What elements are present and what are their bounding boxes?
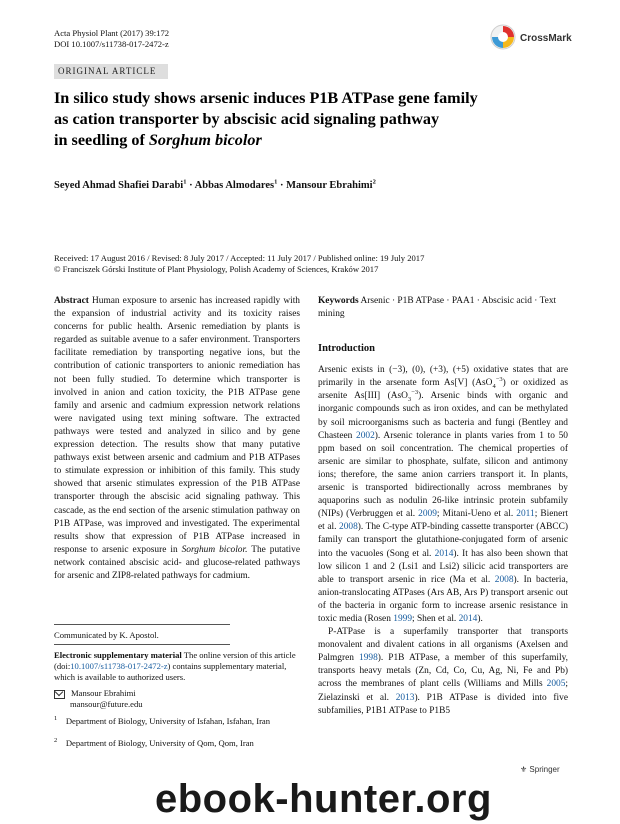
citation-link[interactable]: 2009 — [418, 509, 437, 520]
text-run: ). It has also been shown that low silicon 1 and 2 (Lsi1 and Lsi2) silicic acid transporters are able to transport arsenic in rice (Ma et al. — [318, 548, 568, 585]
species-name: Sorghum bicolor — [148, 131, 262, 149]
text-run: ). P1B ATPase, a member of this superfamily, transports heavy metals (Zn, Cd, Co, Cu, Ag, Ni, Fe and Pb) across the membranes of plant cells (Williams and Mills — [318, 653, 568, 690]
journal-line: Acta Physiol Plant (2017) 39:172 — [54, 28, 170, 38]
copyright-line: © Franciszek Górski Institute of Plant Physiology, Polish Academy of Sciences, Kraków 2017 — [54, 264, 379, 274]
right-column — [318, 295, 568, 718]
citation-link[interactable]: 2014 — [434, 548, 454, 559]
dates-line: Received: 17 August 2016 / Revised: 8 July 2017 / Accepted: 11 July 2017 / Published online: 19 July 2017 — [54, 253, 425, 263]
author-name[interactable]: Mansour Ebrahimi — [286, 180, 373, 191]
corresponding-author — [54, 688, 300, 710]
citation-link[interactable]: 2014 — [458, 613, 478, 624]
affiliation-text: Department of Biology, University of Qom, Qom, Iran — [65, 738, 254, 748]
superscript: −3 — [411, 389, 419, 397]
crossmark-icon — [490, 24, 516, 50]
crossmark-badge[interactable] — [490, 24, 590, 54]
affiliation — [54, 738, 300, 749]
subscript: 4 — [492, 383, 496, 391]
citation-link[interactable]: 2002 — [356, 430, 375, 441]
abstract — [54, 295, 300, 583]
section-heading: Introduction — [318, 343, 375, 355]
doi-link[interactable]: 10.1007/s11738-017-2472-z — [70, 661, 168, 671]
footnote-divider — [54, 644, 230, 645]
title-line: as cation transporter by abscisic acid signaling pathway — [54, 110, 440, 128]
citation-link[interactable]: 2013 — [395, 692, 415, 703]
citation-link[interactable]: 2005 — [546, 679, 566, 690]
footnote-divider — [54, 624, 230, 625]
author-name[interactable]: Seyed Ahmad Shafiei Darabi — [54, 180, 184, 191]
abstract-heading: Abstract — [54, 296, 89, 306]
text-run: ) or oxidized as arsenite As[III] (AsO — [318, 378, 568, 402]
affiliation — [54, 716, 300, 727]
author-list — [54, 180, 584, 191]
text-run: ). — [477, 613, 483, 624]
communicated-by: Communicated by K. Apostol. — [54, 630, 159, 640]
paragraph — [318, 364, 568, 626]
supplementary-note — [54, 650, 300, 683]
subscript: 3 — [407, 396, 412, 404]
title-text: in seedling of — [54, 131, 149, 149]
citation-link[interactable]: 2008 — [494, 574, 514, 585]
publisher-name: Springer — [529, 765, 560, 774]
paper-title — [54, 88, 574, 151]
text-run: P-ATPase is a superfamily transporter that transports monovalent and divalent cations in all organisms (Axelsen and Palmgren — [318, 627, 568, 664]
envelope-icon — [54, 690, 65, 699]
paragraph — [318, 626, 568, 718]
text-run: ). In bacteria, anion-translocating ATPases (Ars AB, Ars P) transport arsenic out of the bacteria in organic form to increase arsenic resistance in toxic media (Rosen — [318, 574, 568, 624]
citation-link[interactable]: 1998 — [359, 653, 378, 664]
keywords — [318, 295, 568, 321]
title-line: In silico study shows arsenic induces P1B ATPase gene family — [54, 89, 478, 107]
doi-line: DOI 10.1007/s11738-017-2472-z — [54, 39, 169, 49]
text-run: ). The C-type ATP-binding cassette transporter (ABCC) family can transport the glutathione-conjugated form of arsenic into the vacuoles (Song et al. — [318, 522, 568, 559]
title-line — [54, 130, 574, 151]
abstract-text: The putative network contained abscisic acid- and glucose-related pathways for arsenic and ZIP8-related pathways for cadmium. — [54, 544, 300, 581]
superscript: −3 — [495, 376, 503, 384]
text-run: The online version of this article (doi: — [54, 650, 296, 671]
species-name: Sorghum bicolor. — [181, 544, 248, 555]
affiliation-text: Department of Biology, University of Isfahan, Isfahan, Iran — [65, 716, 271, 726]
corresponding-name: Mansour Ebrahimi — [71, 688, 136, 698]
text-run: ; Zielazinski et al. — [318, 679, 568, 703]
affiliation-marker: 2 — [372, 178, 376, 186]
affiliation-number: 2 — [54, 737, 58, 745]
affiliation-marker: 1 — [183, 178, 187, 186]
abstract-text: Human exposure to arsenic has increased rapidly with the expansion of industrial activity and its toxicity raises concerns for public health. Arsenic remediation by plants is regarded as suitable avenue to a safer environment. Transporters facilitate remediation by transporting negative ions, but the contribution of cationic transporters to anionic remediation has not been fully studied. To determine which transporter is involved in anion and cation toxicity, the P1B ATPase gene family and arsenic and cadmium expression network relations were navigated using text mining software. The extracted pathways were tested and analyzed in silico and by gene expression detection. The results show that many putative pathways exist between arsenic and cadmium and P1B ATPases to stimulate expression or inhibition of this family. This study showed that arsenic stimulates expression of the P1B ATPase transporter through the abscisic acid signaling pathway. This cascade, as the end section of the arsenic stimulation pathway on P1B ATPase, was improved and investigated. The experimental results show that expression of P1B ATPase increased in response to arsenic exposure in — [54, 296, 300, 555]
citation-link[interactable]: 2011 — [516, 509, 535, 520]
esm-heading: Electronic supplementary material — [54, 650, 182, 660]
author-separator: · — [277, 180, 287, 191]
keywords-heading: Keywords — [318, 296, 359, 306]
journal-citation — [54, 28, 314, 50]
publisher-logo: ⚜ Springer — [520, 765, 560, 774]
text-run: ). Arsenic binds with organic and inorganic compounds such as iron oxides, and can be methylated by soil microorganisms such as bacteria and fungi (Bentley and Chasteen — [318, 391, 568, 441]
text-run: Arsenic exists in (−3), (0), (+3), (+5) oxidative states that are primarily in the arsenate form As[V] (AsO — [318, 365, 568, 389]
citation-link[interactable]: 2008 — [339, 522, 358, 533]
text-run: ; Shen et al. — [412, 613, 459, 624]
publication-history — [54, 253, 594, 275]
keywords-text: Arsenic · P1B ATPase · PAA1 · Abscisic acid · Text mining — [318, 296, 557, 320]
text-run: ). Arsenic tolerance in plants varies from 1 to 50 ppm based on soil concentration. The chemical properties of arsenic are similar to phosphate, sulfate, silicon and antimony ions; therefore, the same anion carriers transport it. In plants, arsenic is transported bidirectionally across membranes by aquaporins such as nodulin 26-like intrinsic protein subfamily (NIPs) (Verbruggen et al. — [318, 430, 568, 520]
article-type-label: ORIGINAL ARTICLE — [54, 64, 168, 79]
affiliation-marker: 1 — [274, 178, 278, 186]
watermark: ebook-hunter.org — [155, 777, 492, 821]
text-run: ). P1B ATPase is divided into five subfamilies, P1B1 ATPase to P1B5 — [318, 692, 569, 716]
text-run: ; Bienert et al. — [318, 509, 568, 533]
author-separator: · — [186, 180, 195, 191]
citation-link[interactable]: 1999 — [393, 613, 412, 624]
affiliation-number: 1 — [54, 715, 58, 723]
text-run: ; Mitani-Ueno et al. — [436, 509, 517, 520]
crossmark-label: CrossMark — [520, 33, 572, 44]
author-name[interactable]: Abbas Almodares — [194, 180, 275, 191]
text-run: ) contains supplementary material, which is available to authorized users. — [54, 661, 287, 682]
email-link[interactable]: mansour@future.edu — [70, 699, 143, 709]
